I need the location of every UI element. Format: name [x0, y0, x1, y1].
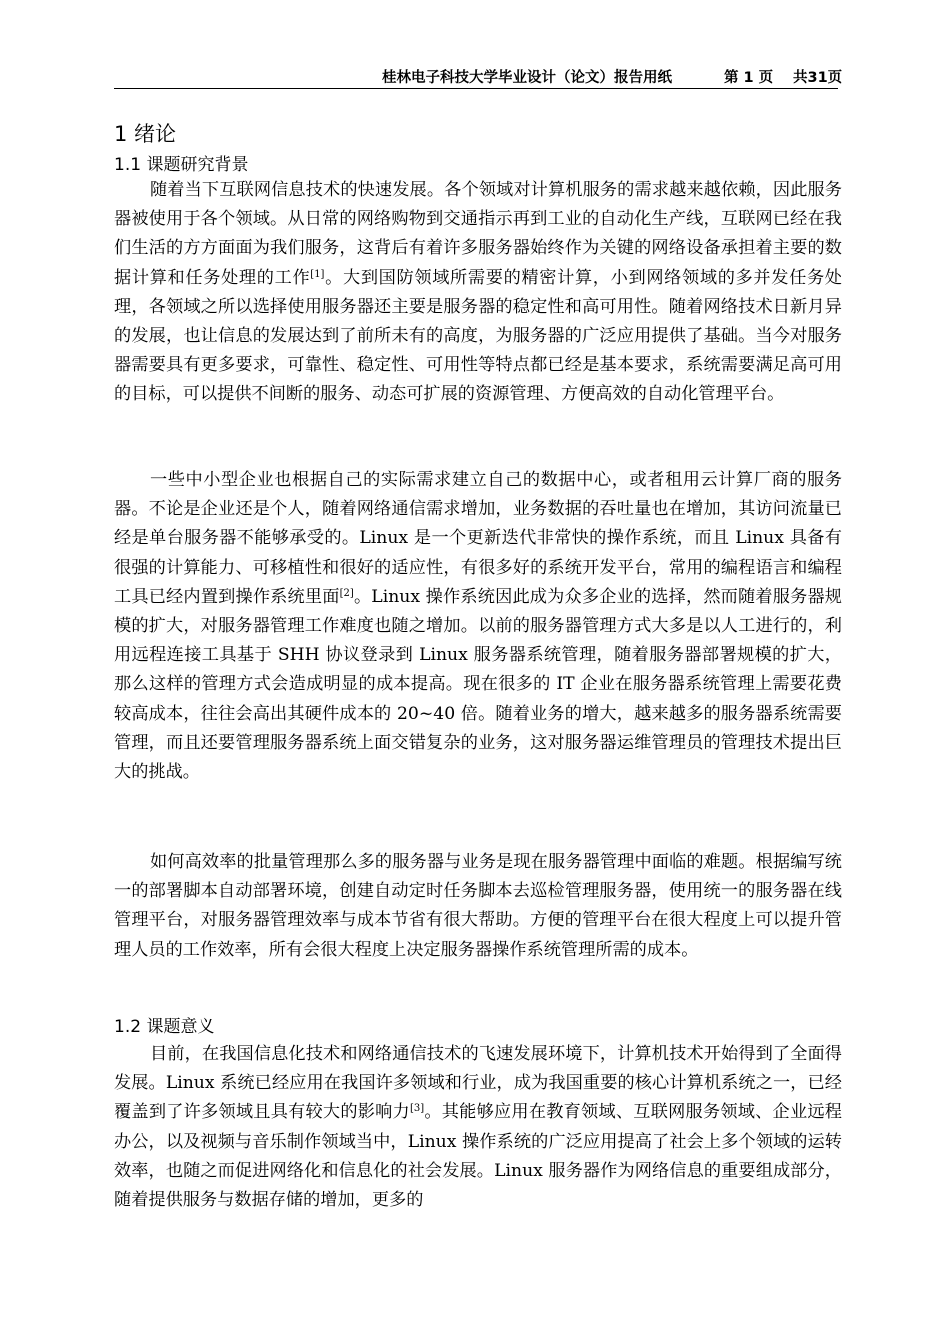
paragraph-background-1 — [114, 176, 842, 410]
paragraph-significance-1 — [114, 1040, 842, 1215]
header-school-title: 桂林电子科技大学毕业设计（论文）报告用纸 — [382, 70, 672, 86]
paragraph-background-2 — [114, 466, 842, 787]
paragraph-text: 。Linux 操作系统因此成为众多企业的选择，然而随着服务器规模的扩大，对服务器管理工作难度也随之增加。以前的服务器管理方式大多是以人工进行的，利用远程连接工具基于 SHH 协议登录到 Linux 服务器系统管理，随着服务器部署规模的扩大，那么这样的管理方式会造成明显的成本提高。现在很多的 IT 企业在服务器系统管理上需要花费较高成本，往往会高出其硬件成本的 20~40 倍。随着业务的增大，越来越多的服务器系统需要管理，而且还要管理服务器系统上面交错复杂的业务，这对服务器运维管理员的管理技术提出巨大的挑战。 — [114, 586, 842, 783]
paragraph-background-3 — [114, 848, 842, 965]
paragraph-text: 随着当下互联网信息技术的快速发展。各个领域对计算机服务的需求越来越依赖，因此服务器被使用于各个领域。从日常的网络购物到交通指示再到工业的自动化生产线，互联网已经在我们生活的方方面面为我们服务，这背后有着许多服务器始终作为关键的网络设备承担着主要的数据计算和任务处理的工作 — [114, 180, 842, 288]
paragraph-text: 目前，在我国信息化技术和网络通信技术的飞速发展环境下，计算机技术开始得到了全面得发展。Linux 系统已经应用在我国许多领域和行业，成为我国重要的核心计算机系统之一，已经覆盖到了许多领域且具有较大的影响力 — [114, 1044, 842, 1123]
paragraph-text: 。其能够应用在教育领域、互联网服务领域、企业远程办公，以及视频与音乐制作领域当中，Linux 操作系统的广泛应用提高了社会上多个领域的运转效率，也随之而促进网络化和信息化的社会发展。Linux 服务器作为网络信息的重要组成部分，随着提供服务与数据存储的增加，更多的 — [114, 1102, 842, 1211]
page-header — [114, 64, 843, 89]
paragraph-text: 一些中小型企业也根据自己的实际需求建立自己的数据中心，或者租用云计算厂商的服务器。不论是企业还是个人，随着网络通信需求增加，业务数据的吞吐量也在增加，其访问流量已经是单台服务器不能够承受的。Linux 是一个更新迭代非常快的操作系统，而且 Linux 具备有很强的计算能力、可移植性和很好的适应性，有很多好的系统开发平台，常用的编程语言和编程工具已经内置到操作系统里面 — [114, 470, 842, 607]
citation-ref: [1] — [310, 268, 325, 280]
header-page-number: 第 1 页 — [724, 70, 774, 86]
citation-ref: [3] — [409, 1103, 425, 1115]
paragraph-text: 。大到国防领域所需要的精密计算，小到网络领域的多并发任务处理，各领域之所以选择使用服务器还主要是服务器的稳定性和高可用性。随着网络技术日新月异的发展，也让信息的发展达到了前所未有的高度，为服务器的广泛应用提供了基础。当今对服务器需要具有更多要求，可靠性、稳定性、可用性等特点都已经是基本要求，系统需要满足高可用的目标，可以提供不间断的服务、动态可扩展的资源管理、方便高效的自动化管理平台。 — [114, 267, 842, 405]
section-heading-background: 1.1 课题研究背景 — [114, 155, 249, 175]
citation-ref: [2] — [339, 587, 354, 599]
section-heading-significance: 1.2 课题意义 — [114, 1017, 215, 1037]
paragraph-text: 如何高效率的批量管理那么多的服务器与业务是现在服务器管理中面临的难题。根据编写统一的部署脚本自动部署环境，创建自动定时任务脚本去巡检管理服务器，使用统一的服务器在线管理平台，对服务器管理效率与成本节省有很大帮助。方便的管理平台在很大程度上可以提升管理人员的工作效率，所有会很大程度上决定服务器操作系统管理所需的成本。 — [114, 852, 842, 960]
chapter-title: 1 绪论 — [114, 122, 177, 146]
header-total-pages: 共31页 — [793, 70, 843, 86]
